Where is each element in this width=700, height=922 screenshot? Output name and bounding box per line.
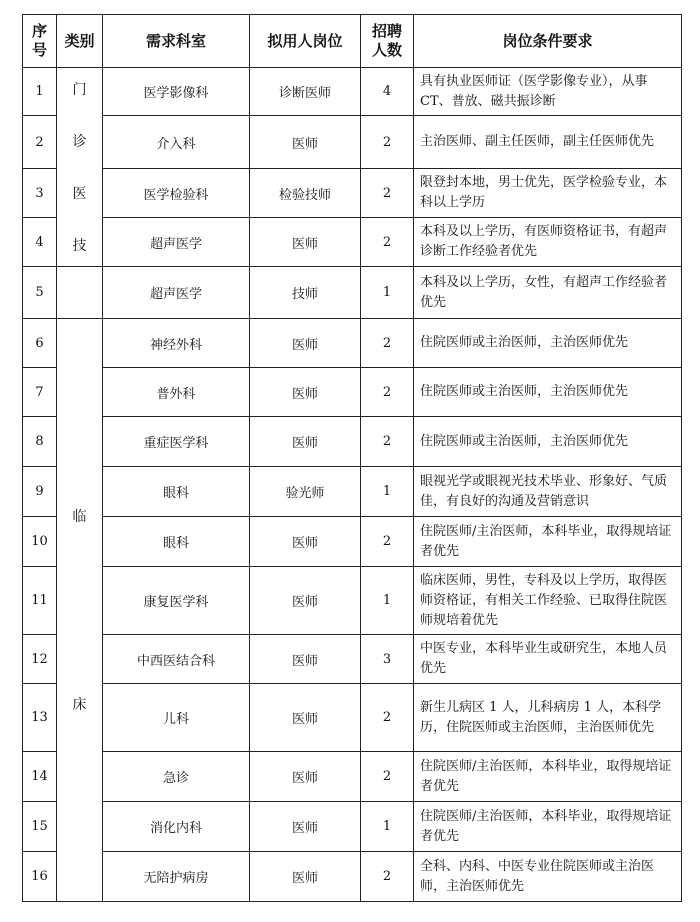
row-req: 本科及以上学历，女性，有超声工作经验者优先 [414, 267, 682, 319]
row-dept: 眼科 [103, 467, 250, 517]
row-no: 15 [23, 802, 57, 852]
header-department: 需求科室 [103, 15, 250, 68]
row-pos: 医师 [250, 752, 361, 802]
category-clinical: 临 床 [57, 319, 103, 902]
row-no: 4 [23, 218, 57, 267]
row-dept: 医学检验科 [103, 169, 250, 218]
row-req: 全科、内科、中医专业住院医师或主治医师，主治医师优先 [414, 852, 682, 902]
table-row [23, 319, 682, 368]
row-num: 2 [361, 169, 414, 218]
header-row [23, 15, 682, 68]
row-pos: 医师 [250, 567, 361, 635]
row-pos: 医师 [250, 852, 361, 902]
row-no: 6 [23, 319, 57, 368]
row-dept: 儿科 [103, 684, 250, 752]
row-no: 9 [23, 467, 57, 517]
row-pos: 诊断医师 [250, 68, 361, 116]
row-num: 2 [361, 852, 414, 902]
row-dept: 超声医学 [103, 267, 250, 319]
table-row [23, 116, 682, 169]
row-pos: 医师 [250, 517, 361, 567]
row-dept: 普外科 [103, 368, 250, 417]
row-num: 2 [361, 218, 414, 267]
table-row [23, 417, 682, 467]
table-row [23, 517, 682, 567]
row-no: 8 [23, 417, 57, 467]
row-no: 5 [23, 267, 57, 319]
row-num: 1 [361, 567, 414, 635]
table-row [23, 68, 682, 116]
row-no: 10 [23, 517, 57, 567]
row-no: 3 [23, 169, 57, 218]
row-pos: 医师 [250, 635, 361, 684]
row-req: 限登封本地，男士优先，医学检验专业，本科以上学历 [414, 169, 682, 218]
row-req: 本科及以上学历，有医师资格证书，有超声诊断工作经验者优先 [414, 218, 682, 267]
table-row [23, 635, 682, 684]
row-no: 13 [23, 684, 57, 752]
table-row [23, 169, 682, 218]
header-count: 招聘 人数 [361, 15, 414, 68]
row-req: 新生儿病区 1 人，儿科病房 1 人，本科学历，住院医师或主治医师，主治医师优先 [414, 684, 682, 752]
row-req: 住院医师/主治医师，本科毕业，取得规培证者优先 [414, 752, 682, 802]
row-pos: 医师 [250, 684, 361, 752]
row-pos: 医师 [250, 116, 361, 169]
row-req: 主治医师、副主任医师，副主任医师优先 [414, 116, 682, 169]
recruitment-table [22, 14, 682, 902]
row-dept: 介入科 [103, 116, 250, 169]
row-pos: 验光师 [250, 467, 361, 517]
row-pos: 医师 [250, 368, 361, 417]
row-num: 2 [361, 517, 414, 567]
row-num: 4 [361, 68, 414, 116]
row-num: 3 [361, 635, 414, 684]
row-dept: 眼科 [103, 517, 250, 567]
row-pos: 检验技师 [250, 169, 361, 218]
table-row [23, 684, 682, 752]
table-row [23, 752, 682, 802]
row-num: 2 [361, 752, 414, 802]
row-no: 12 [23, 635, 57, 684]
row-dept: 神经外科 [103, 319, 250, 368]
row-dept: 康复医学科 [103, 567, 250, 635]
row-num: 2 [361, 368, 414, 417]
row-dept: 中西医结合科 [103, 635, 250, 684]
row-dept: 医学影像科 [103, 68, 250, 116]
row-num: 2 [361, 116, 414, 169]
row-dept: 重症医学科 [103, 417, 250, 467]
row-no: 11 [23, 567, 57, 635]
category-empty [57, 267, 103, 319]
row-dept: 急诊 [103, 752, 250, 802]
row-no: 16 [23, 852, 57, 902]
header-category: 类别 [57, 15, 103, 68]
row-pos: 医师 [250, 417, 361, 467]
row-req: 临床医师，男性，专科及以上学历，取得医师资格证，有相关工作经验、已取得住院医师规培着优先 [414, 567, 682, 635]
row-req: 住院医师或主治医师，主治医师优先 [414, 319, 682, 368]
row-dept: 超声医学 [103, 218, 250, 267]
table-row [23, 567, 682, 635]
table-row [23, 467, 682, 517]
row-num: 1 [361, 802, 414, 852]
row-req: 中医专业，本科毕业生或研究生，本地人员优先 [414, 635, 682, 684]
row-no: 2 [23, 116, 57, 169]
row-num: 2 [361, 684, 414, 752]
row-no: 14 [23, 752, 57, 802]
table-row [23, 802, 682, 852]
row-req: 住院医师或主治医师，主治医师优先 [414, 417, 682, 467]
header-seq: 序 号 [23, 15, 57, 68]
row-num: 2 [361, 417, 414, 467]
row-pos: 医师 [250, 319, 361, 368]
row-pos: 医师 [250, 802, 361, 852]
row-dept: 无陪护病房 [103, 852, 250, 902]
row-num: 1 [361, 467, 414, 517]
header-position: 拟用人岗位 [250, 15, 361, 68]
row-req: 住院医师/主治医师，本科毕业，取得规培证者优先 [414, 802, 682, 852]
table-row [23, 267, 682, 319]
row-pos: 医师 [250, 218, 361, 267]
category-outpatient: 门 诊 医 技 [57, 68, 103, 267]
row-req: 眼视光学或眼视光技术毕业、形象好、气质佳，有良好的沟通及营销意识 [414, 467, 682, 517]
row-dept: 消化内科 [103, 802, 250, 852]
header-requirements: 岗位条件要求 [414, 15, 682, 68]
row-no: 7 [23, 368, 57, 417]
row-req: 住院医师或主治医师，主治医师优先 [414, 368, 682, 417]
table-row [23, 852, 682, 902]
row-no: 1 [23, 68, 57, 116]
row-num: 2 [361, 319, 414, 368]
row-req: 住院医师/主治医师，本科毕业，取得规培证者优先 [414, 517, 682, 567]
row-pos: 技师 [250, 267, 361, 319]
row-req: 具有执业医师证（医学影像专业），从事 CT、普放、磁共振诊断 [414, 68, 682, 116]
table-row [23, 218, 682, 267]
table-row [23, 368, 682, 417]
row-num: 1 [361, 267, 414, 319]
